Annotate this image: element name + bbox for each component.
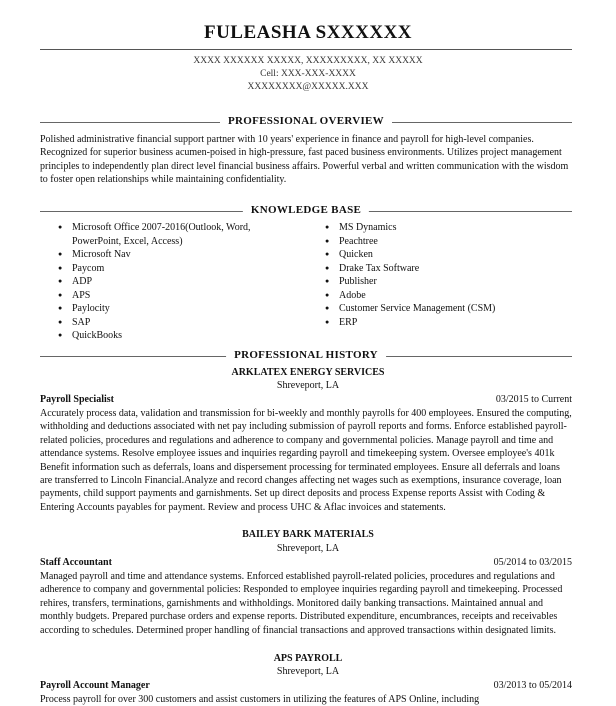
overview-section-header	[40, 115, 572, 129]
job-dates: 05/2014 to 03/2015	[493, 557, 572, 568]
list-item: ● SAP	[58, 316, 288, 330]
knowledge-section-header	[40, 204, 572, 218]
job-title: Payroll Specialist	[40, 394, 114, 405]
job-description: Accurately process data, validation and transmission for bi-weekly and monthly payrolls for 400 employees. Ensured the computing, withholding and deductions associated with net pay including submission of payroll reports and forms. Enforce established payroll-related policies, procedures and regulations and adherence to company and governmental policies. Manage payroll and time and attendance systems. Resolve employee issues and inquiries regarding payroll and timekeeping system. Oversee employee's 401k Benefit information such as deferrals, loans and dispersement processing for terminated employees. Ensure all deferrals and loans are transferred to Lincoln Financial.Analyze and record changes affecting net wages such as exemptions, insurance coverage, loan payments, child support payments and garnishments. Set up direct deposits and process Expense reports Assist with Coding & Entering Accounts payables for payment. Review and process UHC & Aflac invoices and statements.	[40, 408, 572, 513]
list-item: ● Publisher	[325, 275, 575, 289]
company-name: BAILEY BARK MATERIALS	[242, 529, 374, 540]
job-title: Staff Accountant	[40, 557, 112, 568]
contact-email: XXXXXXXX@XXXXX.XXX	[247, 82, 369, 92]
company-location: Shreveport, LA	[276, 543, 340, 554]
knowledge-heading: KNOWLEDGE BASE	[243, 204, 369, 216]
job-description: Process payroll for over 300 customers and assist customers in utilizing the features of APS Online, including	[40, 694, 480, 705]
list-item: ● Adobe	[325, 289, 575, 303]
skills-list-left	[58, 221, 288, 343]
skills-list-right	[325, 221, 575, 329]
list-item: ● ADP	[58, 275, 288, 289]
overview-text: Polished administrative financial support partner with 10 years' experience in finance and payroll for high-level companies. Recognized for superior business acumen-poised in high-pressure, fast paced business environments. Utilizes project management principles to independently plan direct level financial business affairs. Powerful verbal and written communication with the wisdom to foster open relationships while maintaining confidentiality.	[40, 134, 569, 186]
list-item: ● Customer Service Management (CSM)	[325, 302, 575, 316]
company-location: Shreveport, LA	[276, 666, 340, 677]
job-description: Managed payroll and time and attendance systems. Enforced established payroll-related policies, procedures and regulations and adherence to company and governmental policies: Responded to employee inquiries regarding payroll and timekeeping. Processed rehires, transfers, terminations, garnishments and withholdings. Monitored daily banking transactions. Maintained annual and monthly budgets. Prepared purchase orders and expense reports. Distributed expenditure, encumbrances, receipts and receivables according to schedules. Determined proper handling of financial transactions and approved transactions within designated limits.	[40, 571, 563, 636]
job-dates: 03/2015 to Current	[495, 394, 572, 405]
list-item: ● Peachtree	[325, 235, 575, 249]
company-name: APS PAYROLL	[273, 653, 343, 664]
list-item: ● Microsoft Office 2007-2016(Outlook, Word, PowerPoint, Excel, Access)	[58, 221, 288, 248]
list-item: ● ERP	[325, 316, 575, 330]
history-heading: PROFESSIONAL HISTORY	[226, 349, 386, 361]
job-header	[40, 394, 572, 405]
list-item: ● MS Dynamics	[325, 221, 575, 235]
list-item: ● QuickBooks	[58, 329, 288, 343]
list-item: ● Paycom	[58, 262, 288, 276]
job-title: Payroll Account Manager	[40, 680, 150, 691]
list-item: ● Paylocity	[58, 302, 288, 316]
job-header	[40, 557, 572, 568]
list-item: ● Quicken	[325, 248, 575, 262]
contact-address: XXXX XXXXXX XXXXX, XXXXXXXXX, XX XXXXX	[193, 56, 423, 66]
history-section-header	[40, 349, 572, 363]
job-dates: 03/2013 to 05/2014	[493, 680, 572, 691]
name-divider	[40, 49, 572, 50]
list-item: ● APS	[58, 289, 288, 303]
company-name: ARKLATEX ENERGY SERVICES	[231, 367, 385, 378]
list-item: ● Microsoft Nav	[58, 248, 288, 262]
job-header	[40, 680, 572, 691]
contact-cell: Cell: XXX-XXX-XXXX	[260, 69, 356, 79]
overview-heading: PROFESSIONAL OVERVIEW	[220, 115, 392, 127]
applicant-name: FULEASHA SXXXXXX	[203, 22, 413, 43]
company-location: Shreveport, LA	[276, 380, 340, 391]
list-item: ● Drake Tax Software	[325, 262, 575, 276]
